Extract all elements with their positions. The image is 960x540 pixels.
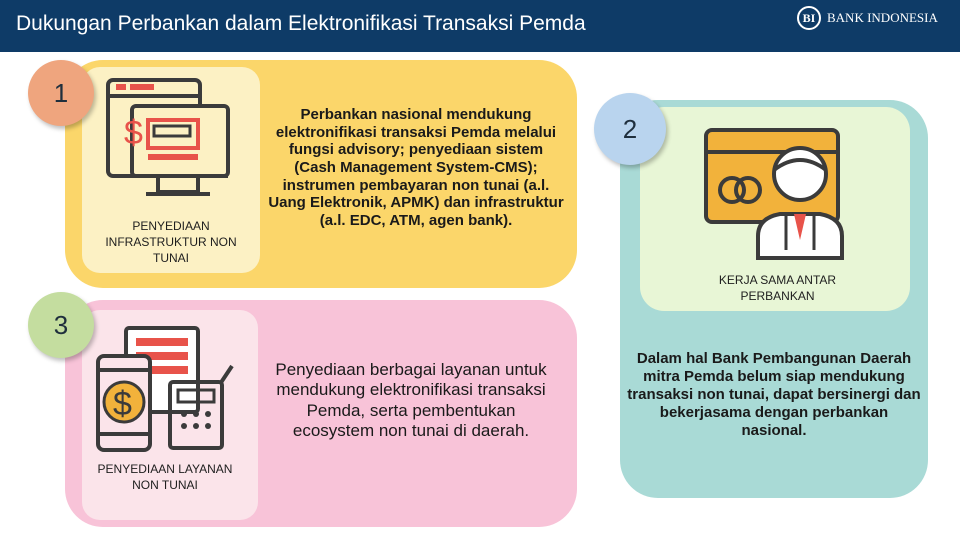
section-1-number-badge: 1 <box>28 60 94 126</box>
mobile-pos-icon <box>94 326 244 456</box>
svg-text:$: $ <box>124 114 143 152</box>
section-3-label: PENYEDIAAN LAYANAN NON TUNAI <box>97 462 233 493</box>
section-3-description: Penyediaan berbagai layanan untuk mendukung elektronifikasi transaksi Pemda, serta pembentukan ecosystem non tunai di daerah. <box>275 360 547 441</box>
logo-text: BANK INDONESIA <box>827 10 938 25</box>
banker-card-icon <box>702 122 852 262</box>
header-bar <box>0 0 960 52</box>
svg-text:$: $ <box>113 385 132 423</box>
section-1-label: PENYEDIAAN INFRASTRUKTUR NON TUNAI <box>105 219 237 266</box>
section-2-label: KERJA SAMA ANTAR PERBANKAN <box>718 273 837 304</box>
logo-mark: BI <box>797 6 821 30</box>
bank-indonesia-logo <box>797 6 938 30</box>
section-2-description: Dalam hal Bank Pembangunan Daerah mitra Pemda belum siap mendukung transaksi non tunai, dapat bersinergi dan bekerjasama dengan perbankan nasional. <box>627 350 921 439</box>
section-2-number-badge: 2 <box>594 93 666 165</box>
computer-payment-icon <box>102 76 238 212</box>
page-title: Dukungan Perbankan dalam Elektronifikasi Transaksi Pemda <box>16 12 586 35</box>
section-3-number-badge: 3 <box>28 292 94 358</box>
section-1-description: Perbankan nasional mendukung elektronifikasi transaksi Pemda melalui fungsi advisory; penyediaan sistem (Cash Management System-CMS); instrumen pembayaran non tunai (a.l. Uang Elektronik, APMK) dan infrastruktur (a.l. EDC, ATM, agen bank). <box>268 106 564 230</box>
